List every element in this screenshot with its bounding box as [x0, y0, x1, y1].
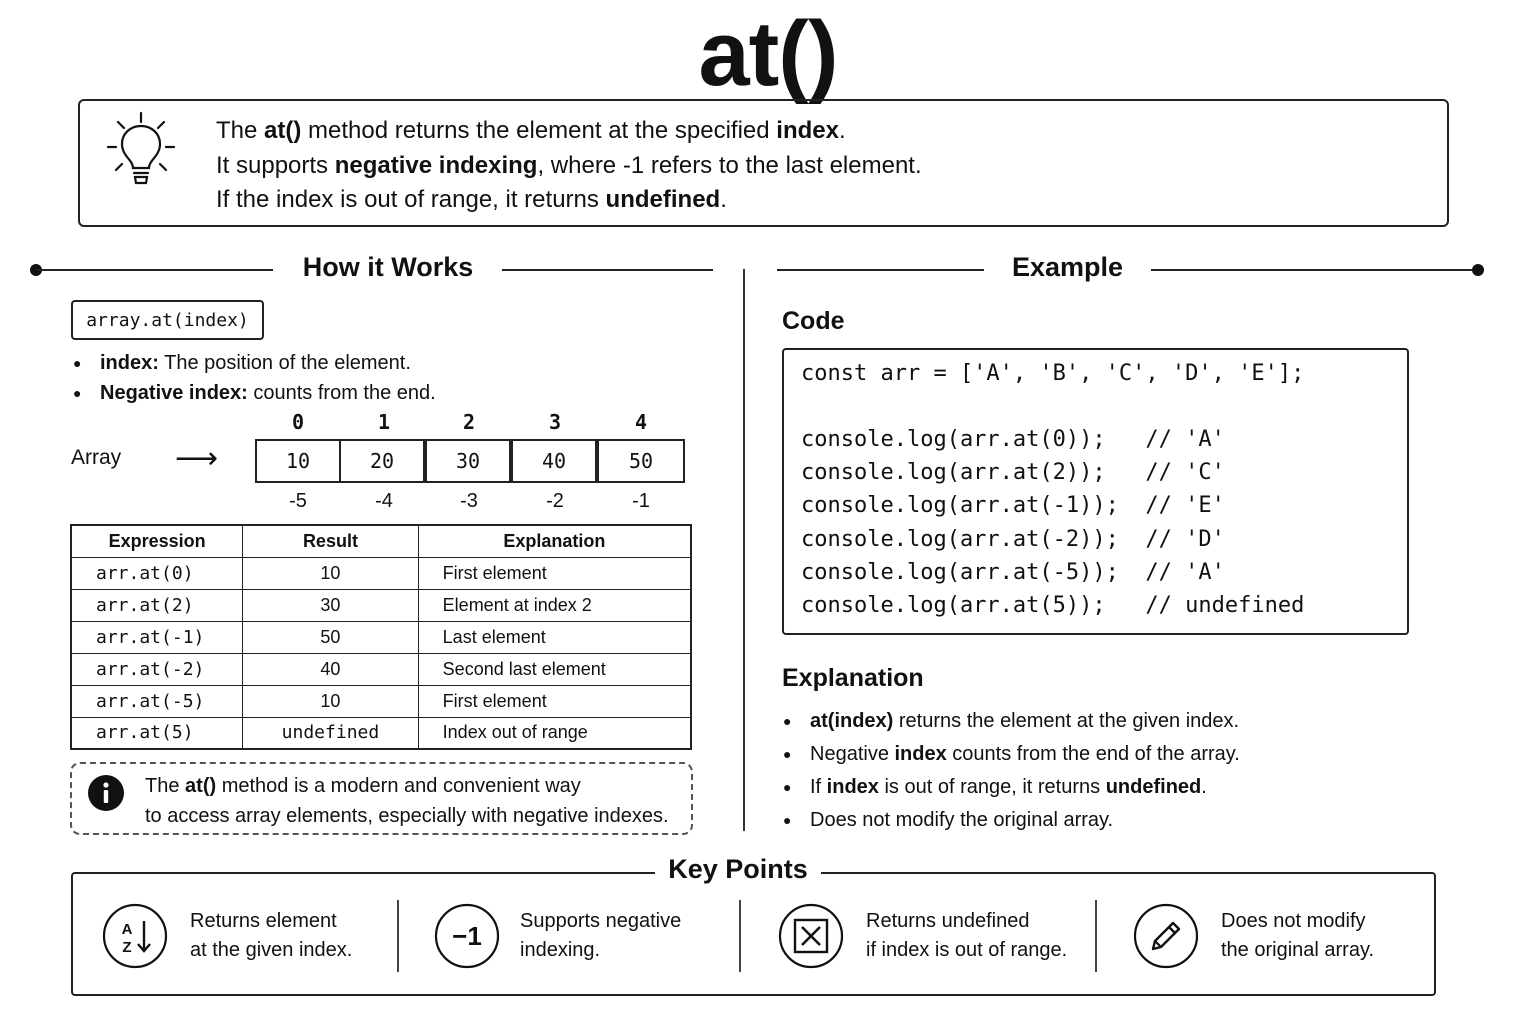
table-header: Expression: [71, 525, 243, 557]
code-line: console.log(arr.at(-2)); // 'D': [801, 527, 1225, 552]
page-title: at(): [698, 3, 838, 105]
bullet-index: ● index: The position of the element.: [100, 349, 411, 377]
key-points-title: Key Points: [655, 854, 821, 885]
positive-index: 4: [634, 410, 648, 434]
example-title: Example: [1011, 252, 1124, 282]
column-divider: [743, 269, 745, 831]
table-row: [71, 717, 691, 749]
explanation-item: ● at(index) returns the element at the given index.: [810, 707, 1239, 735]
code-line: console.log(arr.at(-5)); // 'A': [801, 560, 1225, 585]
table-cell-explanation: Last element: [418, 621, 691, 653]
results-table: [70, 524, 692, 750]
table-cell-result: 50: [243, 621, 418, 653]
table-cell-expression: arr.at(0): [71, 557, 243, 589]
close-box-icon: [778, 903, 844, 969]
intro-text: [216, 114, 922, 218]
code-line: console.log(arr.at(2)); // 'C': [801, 460, 1225, 485]
array-cell: 40: [511, 439, 597, 483]
lightbulb-icon: [100, 108, 182, 190]
table-cell-explanation: First element: [418, 685, 691, 717]
explanation-item: ● Does not modify the original array.: [810, 806, 1113, 834]
explanation-heading: Explanation: [782, 664, 924, 692]
svg-text:−1: −1: [452, 921, 482, 951]
table-row: [71, 621, 691, 653]
intro-line-1: The at() method returns the element at the specified index.: [216, 117, 846, 144]
positive-index: 1: [377, 410, 391, 434]
key-point-separator: [739, 900, 741, 972]
array-cell: 20: [339, 439, 425, 483]
note-text: The at() method is a modern and convenient way to access array elements, especially with negative indexes.: [145, 775, 669, 827]
table-cell-explanation: First element: [418, 557, 691, 589]
key-point-text: Does not modify the original array.: [1221, 910, 1375, 961]
code-line: const arr = ['A', 'B', 'C', 'D', 'E'];: [801, 361, 1305, 386]
right-header-dot: [1472, 264, 1484, 276]
code-line: console.log(arr.at(0)); // 'A': [801, 427, 1225, 452]
explanation-item: ● If index is out of range, it returns undefined.: [810, 773, 1207, 801]
table-cell-expression: arr.at(-1): [71, 621, 243, 653]
pencil-icon: [1133, 903, 1199, 969]
table-cell-result: 30: [243, 589, 418, 621]
table-cell-expression: arr.at(-5): [71, 685, 243, 717]
sort-az-icon: [102, 903, 168, 969]
svg-text:Z: Z: [122, 939, 132, 956]
how-it-works-title: How it Works: [302, 252, 474, 282]
positive-index: 3: [548, 410, 562, 434]
code-heading: Code: [782, 307, 845, 335]
right-header-rule: [777, 269, 984, 271]
code-block: [782, 348, 1409, 635]
table-header: Explanation: [418, 525, 691, 557]
table-cell-explanation: Element at index 2: [418, 589, 691, 621]
intro-line-3: If the index is out of range, it returns undefined.: [216, 186, 727, 213]
array-cell: 10: [255, 439, 341, 483]
negative-index: -2: [546, 490, 564, 512]
left-header-rule-2: [502, 269, 713, 271]
explanation-item: ● Negative index counts from the end of the array.: [810, 740, 1240, 768]
syntax-box: array.at(index): [71, 300, 264, 340]
negative-index: -5: [289, 490, 307, 512]
array-cell: 30: [425, 439, 511, 483]
key-point-separator: [397, 900, 399, 972]
table-row: [71, 653, 691, 685]
table-row: [71, 589, 691, 621]
intro-line-2: It supports negative indexing, where -1 refers to the last element.: [216, 151, 922, 179]
table-cell-explanation: Second last element: [418, 653, 691, 685]
bullet-negative-index: ● Negative index: counts from the end.: [100, 379, 436, 407]
table-cell-expression: arr.at(5): [71, 717, 243, 749]
right-header-rule-2: [1151, 269, 1478, 271]
table-cell-result: undefined: [243, 717, 418, 749]
svg-text:A: A: [121, 921, 133, 938]
table-cell-explanation: Index out of range: [418, 717, 691, 749]
table-row: [71, 685, 691, 717]
table-header: Result: [243, 525, 418, 557]
info-icon: [88, 775, 124, 811]
array-cell: 50: [597, 439, 685, 483]
key-point-text: Returns undefined if index is out of range.: [866, 910, 1068, 961]
table-row: [71, 557, 691, 589]
code-line: console.log(arr.at(5)); // undefined: [801, 593, 1305, 618]
key-point-text: Supports negative indexing.: [520, 910, 682, 961]
key-point-separator: [1095, 900, 1097, 972]
key-point-text: Returns element at the given index.: [190, 910, 353, 961]
positive-index: 0: [291, 410, 305, 434]
minus-one-icon: [434, 903, 500, 969]
negative-index: -3: [460, 490, 478, 512]
table-cell-result: 10: [243, 557, 418, 589]
negative-index: -1: [632, 490, 650, 512]
code-line: console.log(arr.at(-1)); // 'E': [801, 493, 1225, 518]
table-header-row: [71, 525, 691, 557]
left-header-rule: [36, 269, 273, 271]
table-cell-result: 10: [243, 685, 418, 717]
arrow-right-icon: ⟶: [175, 442, 219, 475]
table-cell-expression: arr.at(-2): [71, 653, 243, 685]
array-label: Array: [71, 446, 122, 469]
table-cell-result: 40: [243, 653, 418, 685]
table-cell-expression: arr.at(2): [71, 589, 243, 621]
negative-index: -4: [375, 490, 393, 512]
positive-index: 2: [462, 410, 476, 434]
